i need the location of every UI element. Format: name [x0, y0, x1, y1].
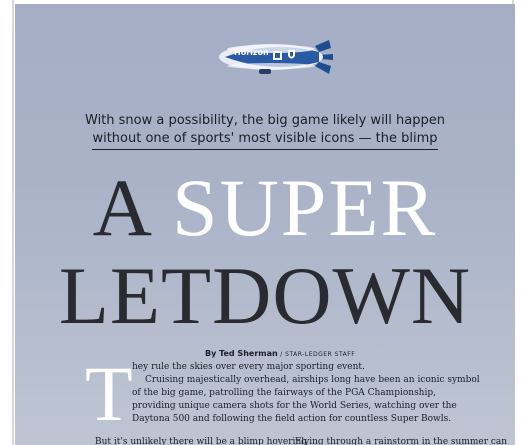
page-edge-left [12, 0, 14, 445]
lead-paragraph-2: Cruising majestically overhead, airships long have been an iconic symbol of the big game, patrolling the fairways of the PGA Championship, providing unique camera shots for the World Series, watching over the Daytona 500 and following the field action for countless Super Bowls. [132, 375, 480, 424]
drop-cap: T [85, 350, 133, 437]
blimp-illustration [215, 36, 335, 80]
article-page [15, 4, 515, 445]
byline [205, 349, 355, 358]
body-column-right: Flying through a rainstorm in the summer can [295, 437, 508, 445]
blimp-logo-text: Horizon [234, 48, 269, 57]
byline-author: By Ted Sherman [205, 349, 278, 358]
lead-paragraph [132, 361, 482, 426]
article-subhead [75, 112, 455, 150]
headline-line-2: LETDOWN [58, 250, 472, 341]
lead-line-1: hey rule the skies over every major sporting event. [132, 362, 365, 372]
headline-line-1 [55, 164, 475, 252]
subhead-line-2: without one of sports' most visible icons — the blimp [92, 130, 437, 150]
headline-word-a: A [92, 162, 150, 253]
headline-word-super: SUPER [171, 162, 438, 253]
byline-org: / STAR-LEDGER STAFF [280, 351, 356, 358]
body-column-left: But it's unlikely there will be a blimp hovering [95, 437, 307, 445]
subhead-line-1: With snow a possibility, the big game likely will happen [85, 113, 445, 128]
